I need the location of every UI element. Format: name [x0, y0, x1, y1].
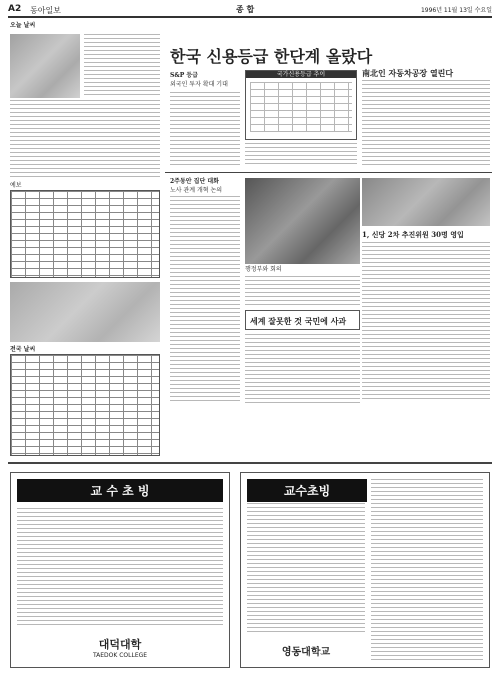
- ad-divider: [8, 462, 492, 464]
- page-header: [8, 4, 492, 18]
- right-ad-body-left: [247, 503, 365, 633]
- weather-forecast-text: [10, 100, 160, 180]
- right-ad: [240, 472, 490, 668]
- right-top-text: [362, 80, 490, 168]
- page-number: A2: [8, 4, 22, 14]
- weather-table: [10, 190, 160, 278]
- weather-table-title: 전국 날씨: [10, 346, 36, 353]
- midleft-text: [170, 196, 240, 404]
- left-ad-title: 교 수 초 빙: [17, 479, 223, 502]
- rating-chart: [245, 70, 357, 140]
- quote-box: [245, 310, 360, 330]
- weather-map: [10, 34, 80, 98]
- weather-text: [84, 34, 160, 98]
- photo-caption: 행정부와 회의: [245, 266, 282, 273]
- section-title: 종 합: [236, 5, 255, 14]
- left-ad-school: 대덕대학: [98, 638, 142, 651]
- midleft-headline: 2주동안 집단 대화: [170, 178, 219, 185]
- quote-text: [245, 334, 360, 404]
- lead-headline: 한국 신용등급 한단계 올랐다: [170, 47, 373, 66]
- lead-subhead-1: S&P 등급: [170, 72, 198, 79]
- issue-date: 1996년 11월 13일 수요일: [420, 7, 492, 14]
- weather-title: 오늘 날씨: [10, 22, 36, 29]
- lead-text-col2: [245, 143, 357, 167]
- weather-chart: [10, 282, 160, 342]
- city-weather-table: [10, 354, 160, 456]
- left-ad: [10, 472, 230, 668]
- right-top-headline: 南北인 자동차공장 열린다: [362, 68, 454, 78]
- midright-headline: 1, 신당 2차 추진위원 30명 영입: [362, 230, 464, 239]
- photo-text: [245, 276, 360, 306]
- midleft-subhead: 노사 관계 개혁 논의: [170, 187, 223, 194]
- right-ad-body-right: [371, 479, 483, 663]
- midright-text: [362, 242, 490, 402]
- paper-name: 동아일보: [30, 6, 61, 15]
- left-ad-school-en: TAEDOK COLLEGE: [92, 652, 148, 659]
- rating-chart-title: 국가신용등급 추이: [246, 71, 356, 78]
- forecast-label: 예보: [10, 182, 22, 189]
- lead-text-col1: [170, 92, 240, 167]
- quote-headline: 세계 잘못한 것 국민에 사과: [250, 316, 347, 326]
- rating-chart-plot: [250, 82, 352, 132]
- left-ad-body: [17, 508, 223, 626]
- lead-subhead-2: 외국인 투자 확대 기대: [170, 81, 228, 88]
- right-ad-school: 영동대학교: [281, 647, 331, 658]
- divider: [165, 172, 492, 173]
- center-photo: [245, 178, 360, 264]
- right-ad-title: 교수초빙: [247, 479, 367, 502]
- midright-photo: [362, 178, 490, 226]
